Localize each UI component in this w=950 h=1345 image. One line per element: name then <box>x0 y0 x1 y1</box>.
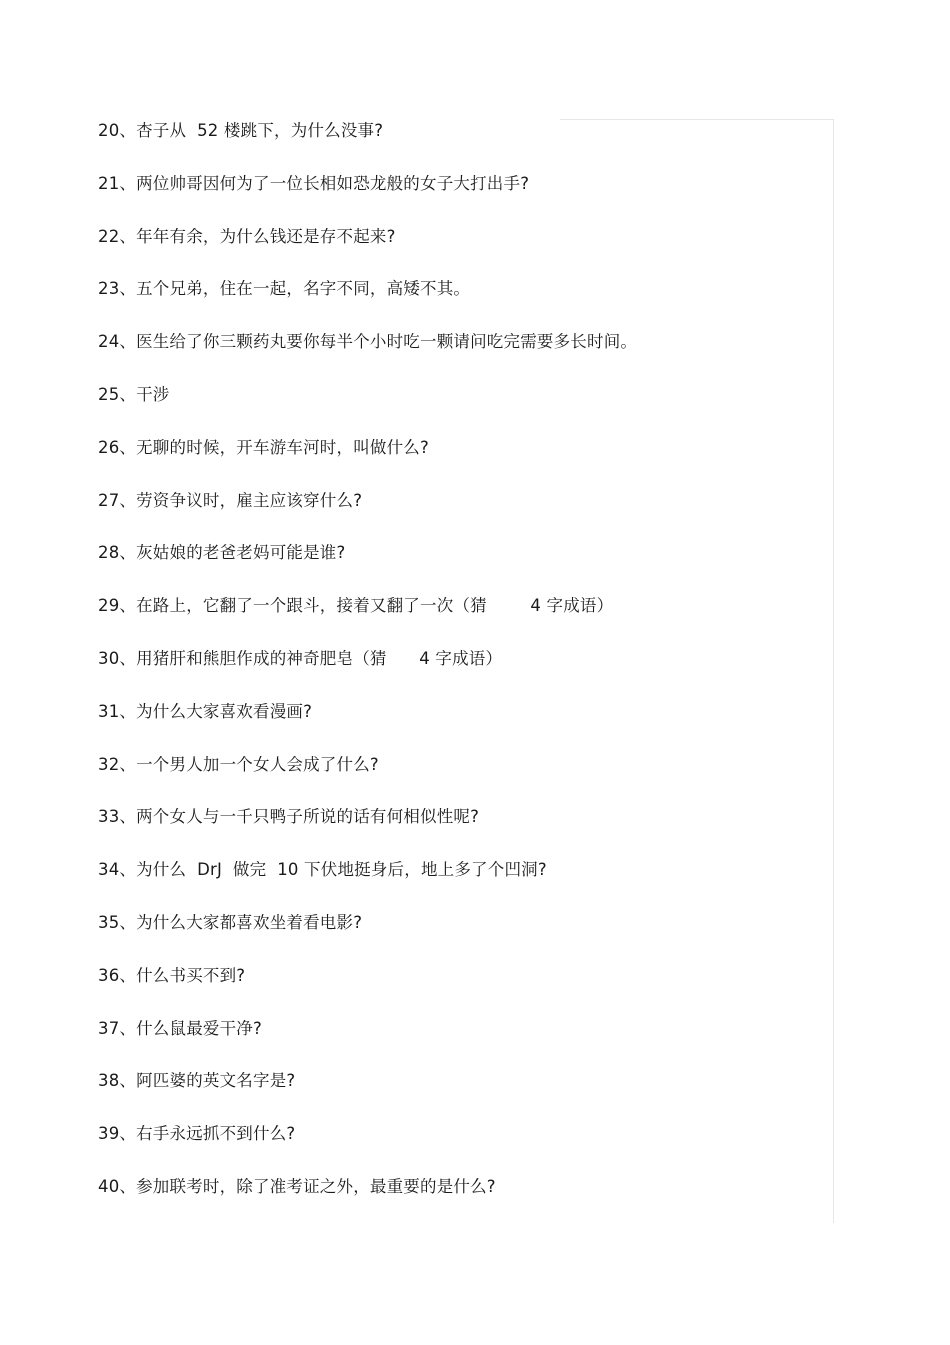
question-35: 35、为什么大家都喜欢坐着看电影? <box>98 912 363 932</box>
question-32: 32、一个男人加一个女人会成了什么? <box>98 754 379 774</box>
question-28: 28、灰姑娘的老爸老妈可能是谁? <box>98 543 346 563</box>
question-29: 29、在路上，它翻了一个跟斗，接着又翻了一次（猜 4 字成语） <box>98 596 614 616</box>
question-24: 24、医生给了你三颗药丸要你每半个小时吃一颗请问吃完需要多长时间。 <box>98 332 638 352</box>
question-39: 39、右手永远抓不到什么? <box>98 1124 296 1144</box>
question-33: 33、两个女人与一千只鸭子所说的话有何相似性呢? <box>98 807 480 827</box>
question-37: 37、什么鼠最爱干净? <box>98 1018 262 1038</box>
question-38: 38、阿匹婆的英文名字是? <box>98 1071 296 1091</box>
question-34: 34、为什么 DrJ 做完 10 下伏地挺身后，地上多了个凹洞? <box>98 860 547 880</box>
question-23: 23、五个兄弟，住在一起，名字不同，高矮不其。 <box>98 279 471 299</box>
riddle-question-list <box>98 118 637 1227</box>
page-border-right <box>833 119 834 1223</box>
question-36: 36、什么书买不到? <box>98 965 246 985</box>
question-22: 22、年年有余，为什么钱还是存不起来? <box>98 226 396 246</box>
question-30: 30、用猪肝和熊胆作成的神奇肥皂（猜 4 字成语） <box>98 648 503 668</box>
question-31: 31、为什么大家喜欢看漫画? <box>98 701 313 721</box>
question-21: 21、两位帅哥因何为了一位长相如恐龙般的女子大打出手? <box>98 173 530 193</box>
question-40: 40、参加联考时，除了准考证之外，最重要的是什么? <box>98 1176 496 1196</box>
question-25: 25、干涉 <box>98 384 170 404</box>
question-20: 20、杏子从 52 楼跳下，为什么没事? <box>98 121 384 140</box>
question-27: 27、劳资争议时，雇主应该穿什么? <box>98 490 363 510</box>
question-26: 26、无聊的时候，开车游车河时，叫做什么? <box>98 437 429 457</box>
